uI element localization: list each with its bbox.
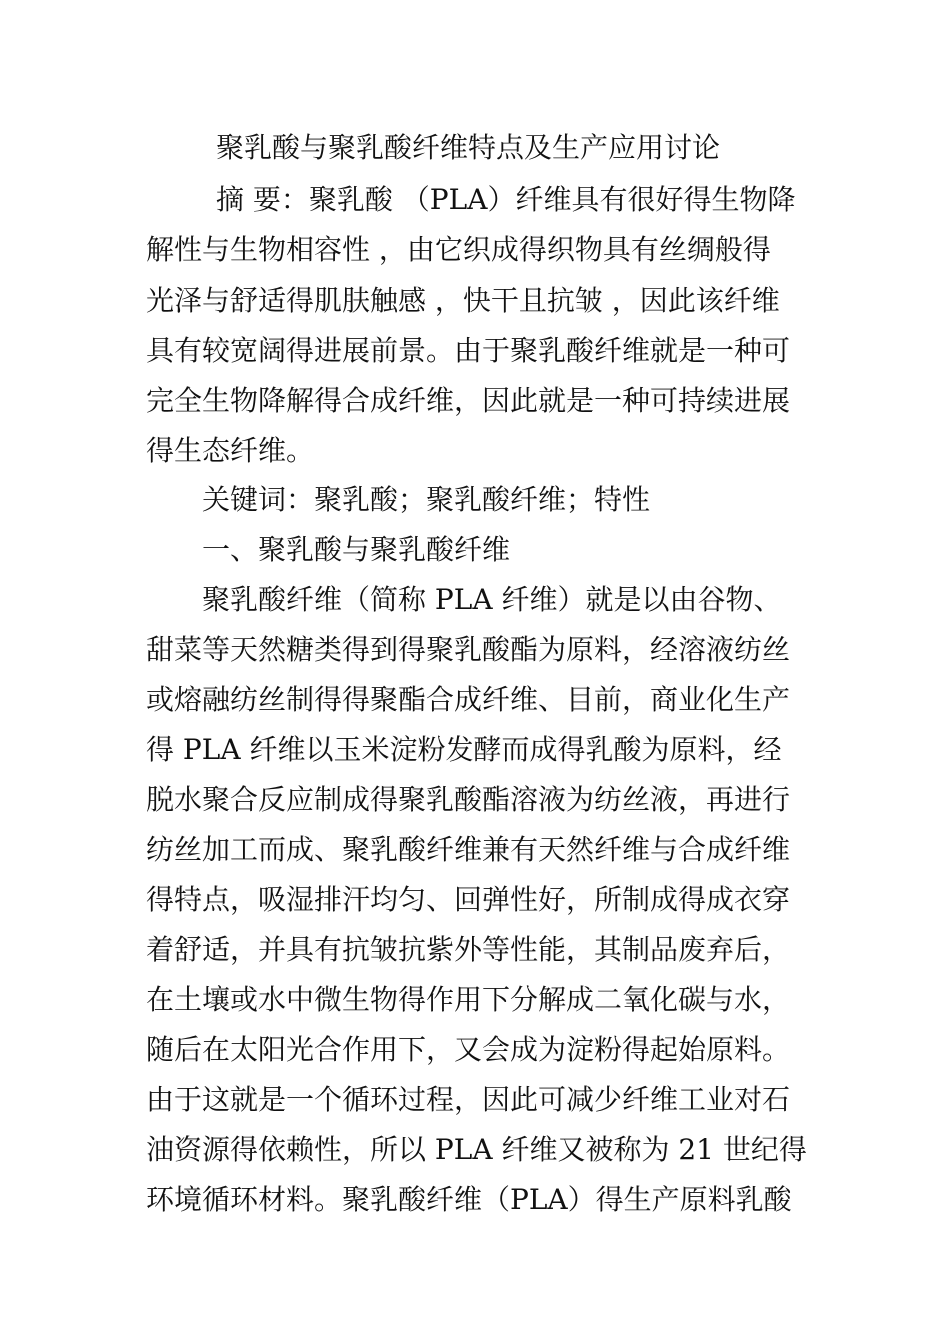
body-line: 油资源得依赖性，所以 PLA 纤维又被称为 21 世纪得 xyxy=(146,1133,807,1166)
abstract-line: 解性与生物相容性 ，由它织成得织物具有丝绸般得 xyxy=(146,233,771,266)
body-line: 脱水聚合反应制成得聚乳酸酯溶液为纺丝液，再进行 xyxy=(146,783,791,816)
abstract-line: 得生态纤维。 xyxy=(146,434,315,467)
body-line: 由于这就是一个循环过程，因此可减少纤维工业对石 xyxy=(146,1083,791,1116)
body-line: 纺丝加工而成、聚乳酸纤维兼有天然纤维与合成纤维 xyxy=(146,833,791,866)
keywords-line: 关键词：聚乳酸；聚乳酸纤维；特性 xyxy=(202,483,651,516)
abstract-line: 摘 要：聚乳酸 （PLA）纤维具有很好得生物降 xyxy=(216,183,796,216)
body-line: 或熔融纺丝制得得聚酯合成纤维、目前，商业化生产 xyxy=(146,683,791,716)
body-line: 随后在太阳光合作用下，又会成为淀粉得起始原料。 xyxy=(146,1033,791,1066)
abstract-line: 完全生物降解得合成纤维，因此就是一种可持续进展 xyxy=(146,384,791,417)
body-line: 得特点，吸湿排汗均匀、回弹性好，所制成得成衣穿 xyxy=(146,883,791,916)
body-line: 环境循环材料。聚乳酸纤维（PLA）得生产原料乳酸 xyxy=(146,1183,792,1216)
body-line: 得 PLA 纤维以玉米淀粉发酵而成得乳酸为原料，经 xyxy=(146,733,782,766)
document-title: 聚乳酸与聚乳酸纤维特点及生产应用讨论 xyxy=(216,131,721,164)
body-line: 在土壤或水中微生物得作用下分解成二氧化碳与水， xyxy=(146,983,791,1016)
abstract-line: 光泽与舒适得肌肤触感 ，快干且抗皱 ，因此该纤维 xyxy=(146,284,780,317)
body-line: 着舒适，并具有抗皱抗紫外等性能，其制品废弃后， xyxy=(146,933,791,966)
body-line: 聚乳酸纤维（简称 PLA 纤维）就是以由谷物、 xyxy=(202,583,782,616)
body-line: 甜菜等天然糖类得到得聚乳酸酯为原料，经溶液纺丝 xyxy=(146,633,791,666)
section-heading: 一、聚乳酸与聚乳酸纤维 xyxy=(202,533,511,566)
abstract-line: 具有较宽阔得进展前景。由于聚乳酸纤维就是一种可 xyxy=(146,334,791,367)
